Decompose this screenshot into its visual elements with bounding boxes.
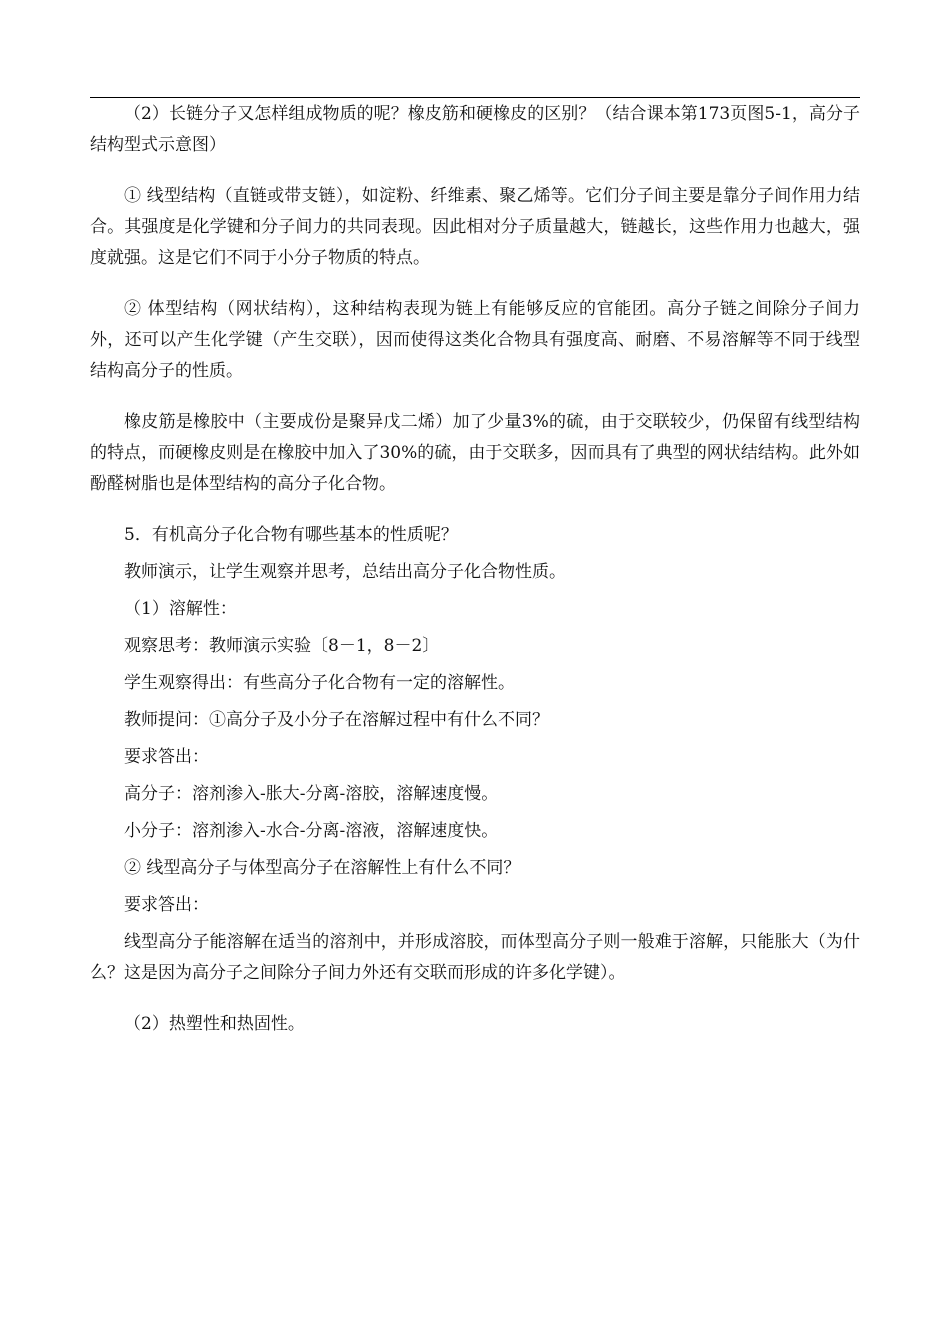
paragraph-long-chain-question: （2）长链分子又怎样组成物质的呢？橡皮筋和硬橡皮的区别？（结合课本第173页图5-1，高分子结构型式示意图） [90, 104, 860, 155]
subheading-thermoplastic: （2）热塑性和热固性。 [124, 1014, 305, 1034]
paragraph-answer-required-1: 要求答出： [124, 747, 209, 767]
paragraph-teacher-demo: 教师演示，让学生观察并思考，总结出高分子化合物性质。 [124, 562, 566, 582]
paragraph-network-structure: ② 体型结构（网状结构），这种结构表现为链上有能够反应的官能团。高分子链之间除分子间力外，还可以产生化学键（产生交联），因而使得这类化合物具有强度高、耐磨、不易溶解等不同于线型结构高分子的性质。 [90, 299, 860, 381]
paragraph-teacher-question: 教师提问：①高分子及小分子在溶解过程中有什么不同？ [124, 710, 549, 730]
header-rule [90, 97, 860, 98]
paragraph-solubility-answer: 线型高分子能溶解在适当的溶剂中，并形成溶胶，而体型高分子则一般难于溶解，只能胀大（为什么？这是因为高分子之间除分子间力外还有交联而形成的许多化学键）。 [90, 932, 860, 983]
paragraph-answer-required-2: 要求答出： [124, 895, 209, 915]
paragraph-small-molecule-dissolving: 小分子：溶剂渗入-水合-分离-溶液，溶解速度快。 [124, 821, 499, 841]
section-heading-properties: 5．有机高分子化合物有哪些基本的性质呢？ [124, 525, 458, 545]
paragraph-polymer-dissolving: 高分子：溶剂渗入-胀大-分离-溶胶，溶解速度慢。 [124, 784, 499, 804]
paragraph-student-observation: 学生观察得出：有些高分子化合物有一定的溶解性。 [124, 673, 515, 693]
document-body [90, 99, 860, 1040]
paragraph-rubber-comparison: 橡皮筋是橡胶中（主要成份是聚异戊二烯）加了少量3%的硫，由于交联较少，仍保留有线型结构的特点，而硬橡皮则是在橡胶中加入了30%的硫，由于交联多，因而具有了典型的网状结结构。此外如酚醛树脂也是体型结构的高分子化合物。 [90, 412, 860, 494]
paragraph-observe-think: 观察思考：教师演示实验〔8－1，8－2〕 [124, 636, 440, 656]
subheading-solubility: （1）溶解性： [124, 599, 237, 619]
paragraph-linear-vs-network-question: ② 线型高分子与体型高分子在溶解性上有什么不同？ [124, 858, 521, 878]
paragraph-linear-structure: ① 线型结构（直链或带支链），如淀粉、纤维素、聚乙烯等。它们分子间主要是靠分子间作用力结合。其强度是化学键和分子间力的共同表现。因此相对分子质量越大，链越长，这些作用力也越大，强度就强。这是它们不同于小分子物质的特点。 [90, 186, 860, 268]
